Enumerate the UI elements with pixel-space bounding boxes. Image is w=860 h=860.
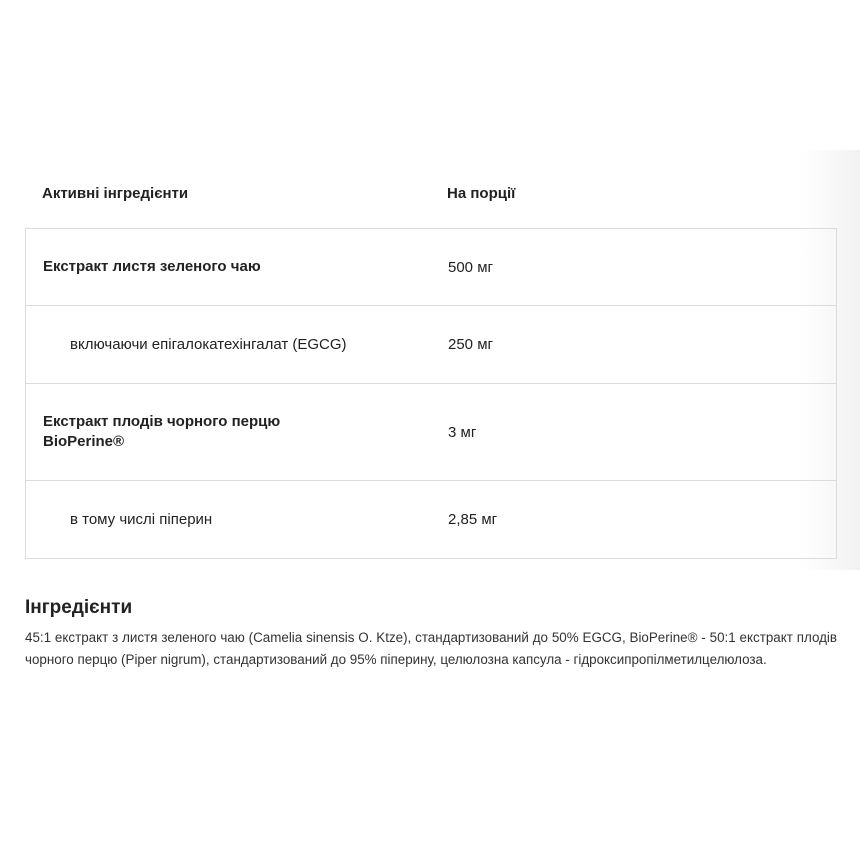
ingredients-text: 45:1 екстракт з листя зеленого чаю (Camelia sinensis O. Ktze), стандартизований до 50% EGCG, BioPerine® - 50:1 екстракт плодів чорного перцю (Piper nigrum), стандартизований до 95% піперину, целюлозна капсула - гідроксипропілметилцелюлоза. [25,630,837,667]
ingredient-name: включаючи епігалокатехінгалат (EGCG) [70,336,347,353]
ingredient-amount: 500 мг [448,258,493,276]
active-ingredients-table [25,158,837,559]
ingredient-amount: 250 мг [448,336,493,353]
ingredients-section [25,597,837,671]
table-row [26,481,836,558]
table-row [26,384,836,481]
ingredient-name: Екстракт плодів чорного перцю BioPerine® [43,413,281,450]
ingredient-amount: 2,85 мг [448,511,498,528]
ingredient-name: Екстракт листя зеленого чаю [43,258,261,275]
table-header [25,158,837,228]
ingredients-title: Інгредієнти [25,597,133,618]
table-row [26,229,836,306]
header-active-ingredients: Активні інгредієнти [42,184,189,202]
table-body [25,228,837,559]
ingredient-amount: 3 мг [448,423,477,441]
header-per-serving: На порції [447,184,516,202]
ingredient-name: в тому числі піперин [70,511,213,528]
table-row [26,306,836,384]
